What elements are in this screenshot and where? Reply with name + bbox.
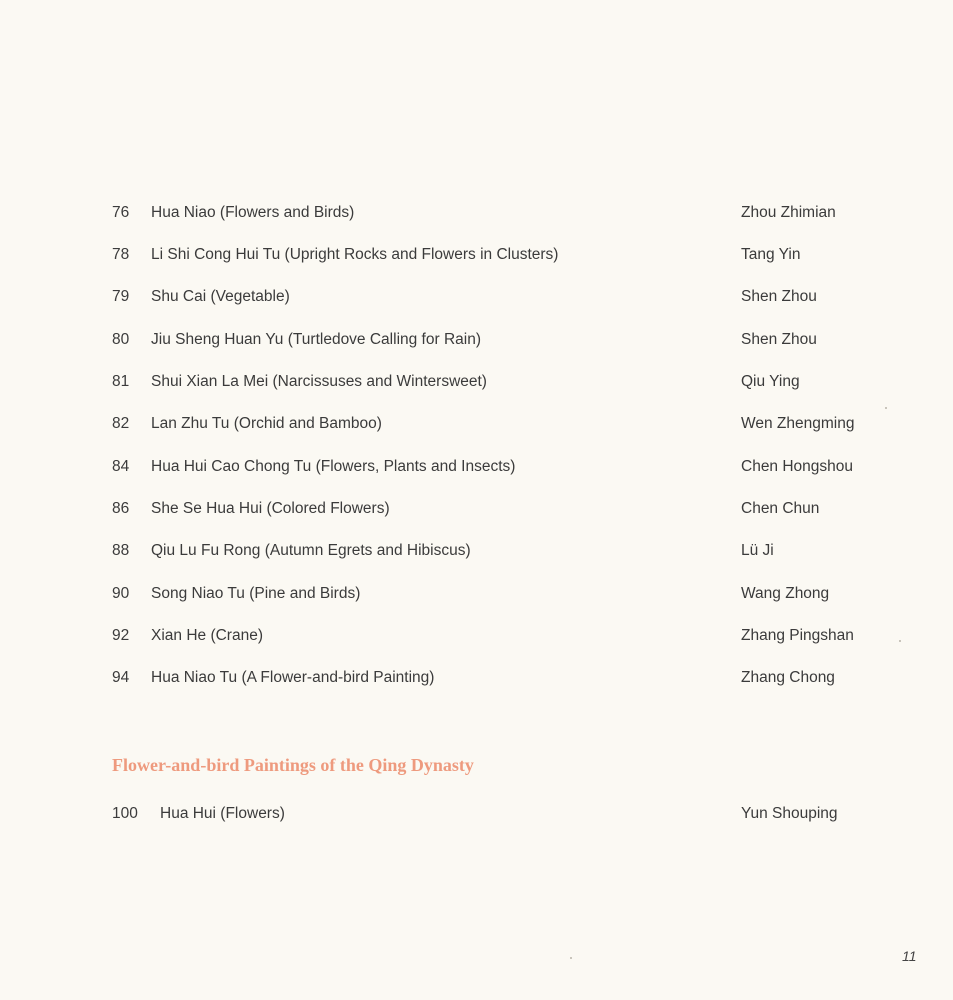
entry-page-number: 76 (112, 204, 130, 221)
paper-speck (885, 407, 887, 409)
section-heading: Flower-and-bird Paintings of the Qing Dynasty (112, 755, 474, 775)
entry-page-number: 80 (112, 331, 130, 348)
entry-title: Hua Niao Tu (A Flower-and-bird Painting) (151, 669, 435, 686)
entry-title: She Se Hua Hui (Colored Flowers) (151, 500, 390, 517)
entry-artist: Zhang Pingshan (741, 627, 854, 644)
entry-page-number: 82 (112, 415, 130, 432)
entry-title: Hua Hui Cao Chong Tu (Flowers, Plants and Insects) (151, 458, 516, 475)
entry-page-number: 79 (112, 288, 130, 305)
toc-entry (0, 328, 953, 352)
entry-artist: Qiu Ying (741, 373, 800, 390)
entry-page-number: 100 (112, 805, 138, 822)
entry-title: Qiu Lu Fu Rong (Autumn Egrets and Hibiscus) (151, 542, 471, 559)
toc-entry (0, 455, 953, 479)
toc-entry (0, 539, 953, 563)
entry-page-number: 88 (112, 542, 130, 559)
entry-page-number: 86 (112, 500, 130, 517)
entry-page-number: 78 (112, 246, 130, 263)
entry-artist: Chen Hongshou (741, 458, 854, 475)
entry-title: Li Shi Cong Hui Tu (Upright Rocks and Flowers in Clusters) (151, 246, 559, 263)
toc-entry (0, 370, 953, 394)
toc-entry (0, 802, 953, 826)
entry-artist: Zhou Zhimian (741, 204, 836, 221)
entry-artist: Wang Zhong (741, 585, 830, 602)
entry-title: Hua Hui (Flowers) (160, 805, 285, 822)
entry-page-number: 92 (112, 627, 130, 644)
entry-artist: Zhang Chong (741, 669, 835, 686)
toc-entry (0, 624, 953, 648)
entry-title: Xian He (Crane) (151, 627, 263, 644)
entry-title: Shui Xian La Mei (Narcissuses and Wintersweet) (151, 373, 487, 390)
entry-title: Jiu Sheng Huan Yu (Turtledove Calling for Rain) (151, 331, 481, 348)
entry-artist: Chen Chun (741, 500, 820, 517)
entry-title: Song Niao Tu (Pine and Birds) (151, 585, 361, 602)
entry-page-number: 90 (112, 585, 130, 602)
toc-entry (0, 582, 953, 606)
entry-title: Shu Cai (Vegetable) (151, 288, 290, 305)
entry-title: Lan Zhu Tu (Orchid and Bamboo) (151, 415, 382, 432)
entry-page-number: 84 (112, 458, 130, 475)
entry-artist: Lü Ji (741, 542, 774, 559)
entry-title: Hua Niao (Flowers and Birds) (151, 204, 355, 221)
toc-entry (0, 285, 953, 309)
paper-speck (899, 640, 901, 642)
entry-page-number: 94 (112, 669, 130, 686)
toc-entry (0, 201, 953, 225)
entry-artist: Yun Shouping (741, 805, 838, 822)
entry-artist: Shen Zhou (741, 331, 817, 348)
entry-artist: Shen Zhou (741, 288, 817, 305)
paper-speck (570, 957, 572, 959)
toc-entry (0, 412, 953, 436)
entry-artist: Wen Zhengming (741, 415, 855, 432)
page-number: 11 (902, 948, 917, 964)
entry-page-number: 81 (112, 373, 130, 390)
toc-entry (0, 243, 953, 267)
toc-entry (0, 666, 953, 690)
toc-entry (0, 497, 953, 521)
entry-artist: Tang Yin (741, 246, 801, 263)
